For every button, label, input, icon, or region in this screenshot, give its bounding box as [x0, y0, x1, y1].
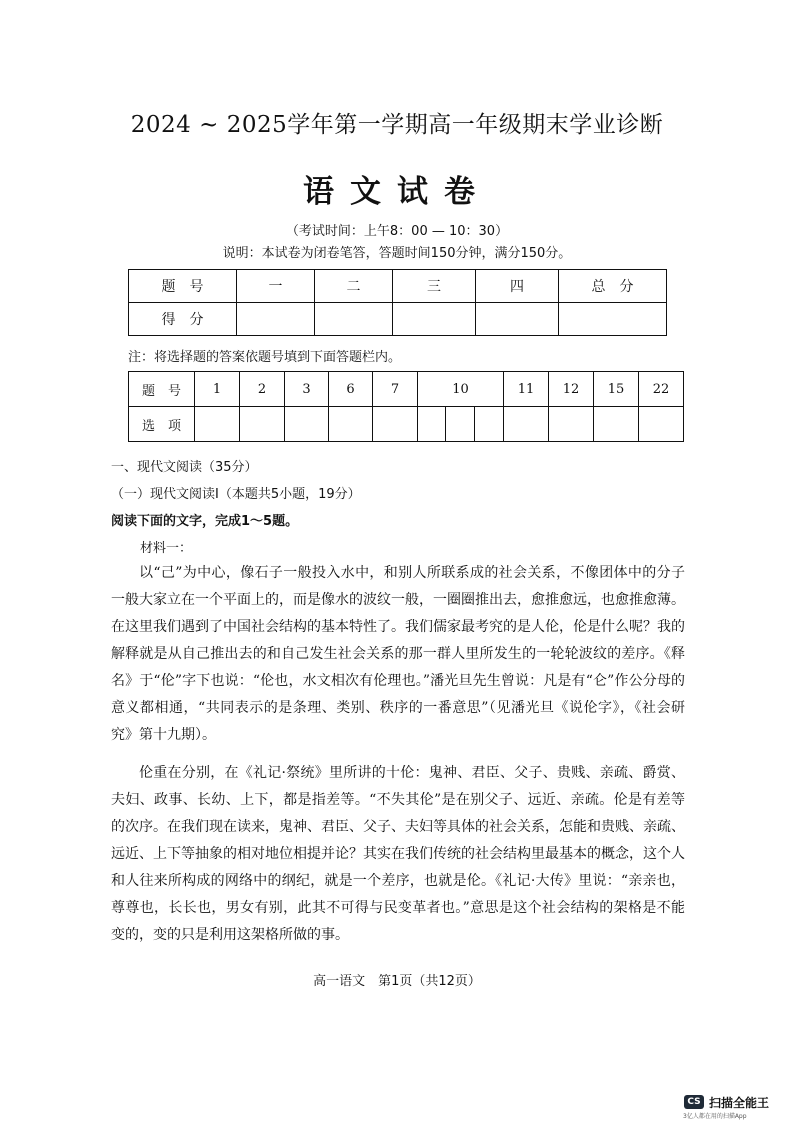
question-number: 7 [373, 372, 418, 407]
body-paragraph: 伦重在分别，在《礼记·祭统》里所讲的十伦：鬼神、君臣、父子、贵贱、亲疏、爵赏、夫妇、政事、长幼、上下，都是指差等。“不失其伦”是在别父子、远近、亲疏。伦是有差等的次序。在我们现在读来，鬼神、君臣、父子、夫妇等具体的社会关系，怎能和贵贱、亲疏、远近、上下等抽象的相对地位相提并论？其实在我们传统的社会结构里最基本的概念，这个人和人往来所构成的网络中的纲纪，就是一个差序，也就是伦。《礼记·大传》里说：“亲亲也，尊尊也，长长也，男女有别，此其不可得与民变革者也。”意思是这个社会结构的架格是不能变的，变的只是利用这架格所做的事。 [111, 765, 685, 943]
option-row-label: 选 项 [129, 407, 195, 442]
answer-table-option-row [129, 407, 684, 442]
question-number: 2 [240, 372, 285, 407]
score-cell[interactable] [315, 303, 393, 336]
answer-table [128, 371, 684, 442]
score-cell[interactable] [476, 303, 559, 336]
answer-cell[interactable] [446, 407, 475, 442]
score-cell[interactable] [559, 303, 667, 336]
score-header-cell: 三 [393, 270, 476, 303]
answer-note: 注：将选择题的答案依题号填到下面答题栏内。 [128, 350, 402, 365]
answer-cell[interactable] [329, 407, 373, 442]
paper-title: 语文试卷 [303, 174, 491, 210]
question-number: 22 [639, 372, 684, 407]
score-cell[interactable] [237, 303, 315, 336]
score-cell[interactable] [393, 303, 476, 336]
exam-note: 说明：本试卷为闭卷笔答，答题时间150分钟，满分150分。 [222, 246, 572, 261]
question-number: 11 [504, 372, 549, 407]
answer-cell[interactable] [504, 407, 549, 442]
question-number: 10 [418, 372, 504, 407]
question-number: 15 [594, 372, 639, 407]
answer-row-label: 题 号 [129, 372, 195, 407]
score-table-header-row [129, 270, 667, 303]
answer-cell[interactable] [639, 407, 684, 442]
answer-cell[interactable] [418, 407, 446, 442]
exam-time: （考试时间：上午8：00 — 10：30） [285, 224, 509, 239]
answer-cell[interactable] [594, 407, 639, 442]
subsection-heading: （一）现代文阅读Ⅰ（本题共5小题，19分） [111, 487, 361, 502]
score-header-cell: 四 [476, 270, 559, 303]
question-number: 3 [285, 372, 329, 407]
scanner-logo-icon: CS [684, 1095, 704, 1109]
score-header-cell: 题 号 [129, 270, 237, 303]
answer-cell[interactable] [240, 407, 285, 442]
exam-title: 2024 ~ 2025学年第一学期高一年级期末学业诊断 [130, 112, 664, 138]
answer-table-number-row [129, 372, 684, 407]
answer-cell[interactable] [373, 407, 418, 442]
score-table-score-row [129, 303, 667, 336]
question-number: 1 [195, 372, 240, 407]
answer-cell[interactable] [475, 407, 504, 442]
answer-cell[interactable] [549, 407, 594, 442]
score-header-cell: 总 分 [559, 270, 667, 303]
score-header-cell: 一 [237, 270, 315, 303]
scanner-app-name: 扫描全能王 [709, 1096, 770, 1110]
body-paragraph: 以“己”为中心，像石子一般投入水中，和别人所联系成的社会关系，不像团体中的分子一般大家立在一个平面上的，而是像水的波纹一般，一圈圈推出去，愈推愈远，也愈推愈薄。在这里我们遇到了中国社会结构的基本特性了。我们儒家最考究的是人伦，伦是什么呢？我的解释就是从自己推出去的和自己发生社会关系的那一群人里所发生的一轮轮波纹的差序。《释名》于“伦”字下也说：“伦也，水文相次有伦理也。”潘光旦先生曾说：凡是有“仑”作公分母的意义都相通，“共同表示的是条理、类别、秩序的一番意思”（见潘光旦《说伦字》，《社会研究》第十九期）。 [111, 565, 685, 743]
score-header-cell: 二 [315, 270, 393, 303]
page-footer: 高一语文 第1页（共12页） [313, 974, 481, 989]
material-label: 材料一： [140, 541, 193, 556]
question-number: 6 [329, 372, 373, 407]
score-row-label: 得 分 [129, 303, 237, 336]
score-table [128, 269, 667, 336]
section-heading: 一、现代文阅读（35分） [111, 460, 258, 475]
scanner-tagline: 3亿人都在用的扫描App [683, 1113, 747, 1120]
reading-instruction: 阅读下面的文字，完成1～5题。 [111, 514, 299, 529]
question-number: 12 [549, 372, 594, 407]
answer-cell[interactable] [195, 407, 240, 442]
answer-cell[interactable] [285, 407, 329, 442]
